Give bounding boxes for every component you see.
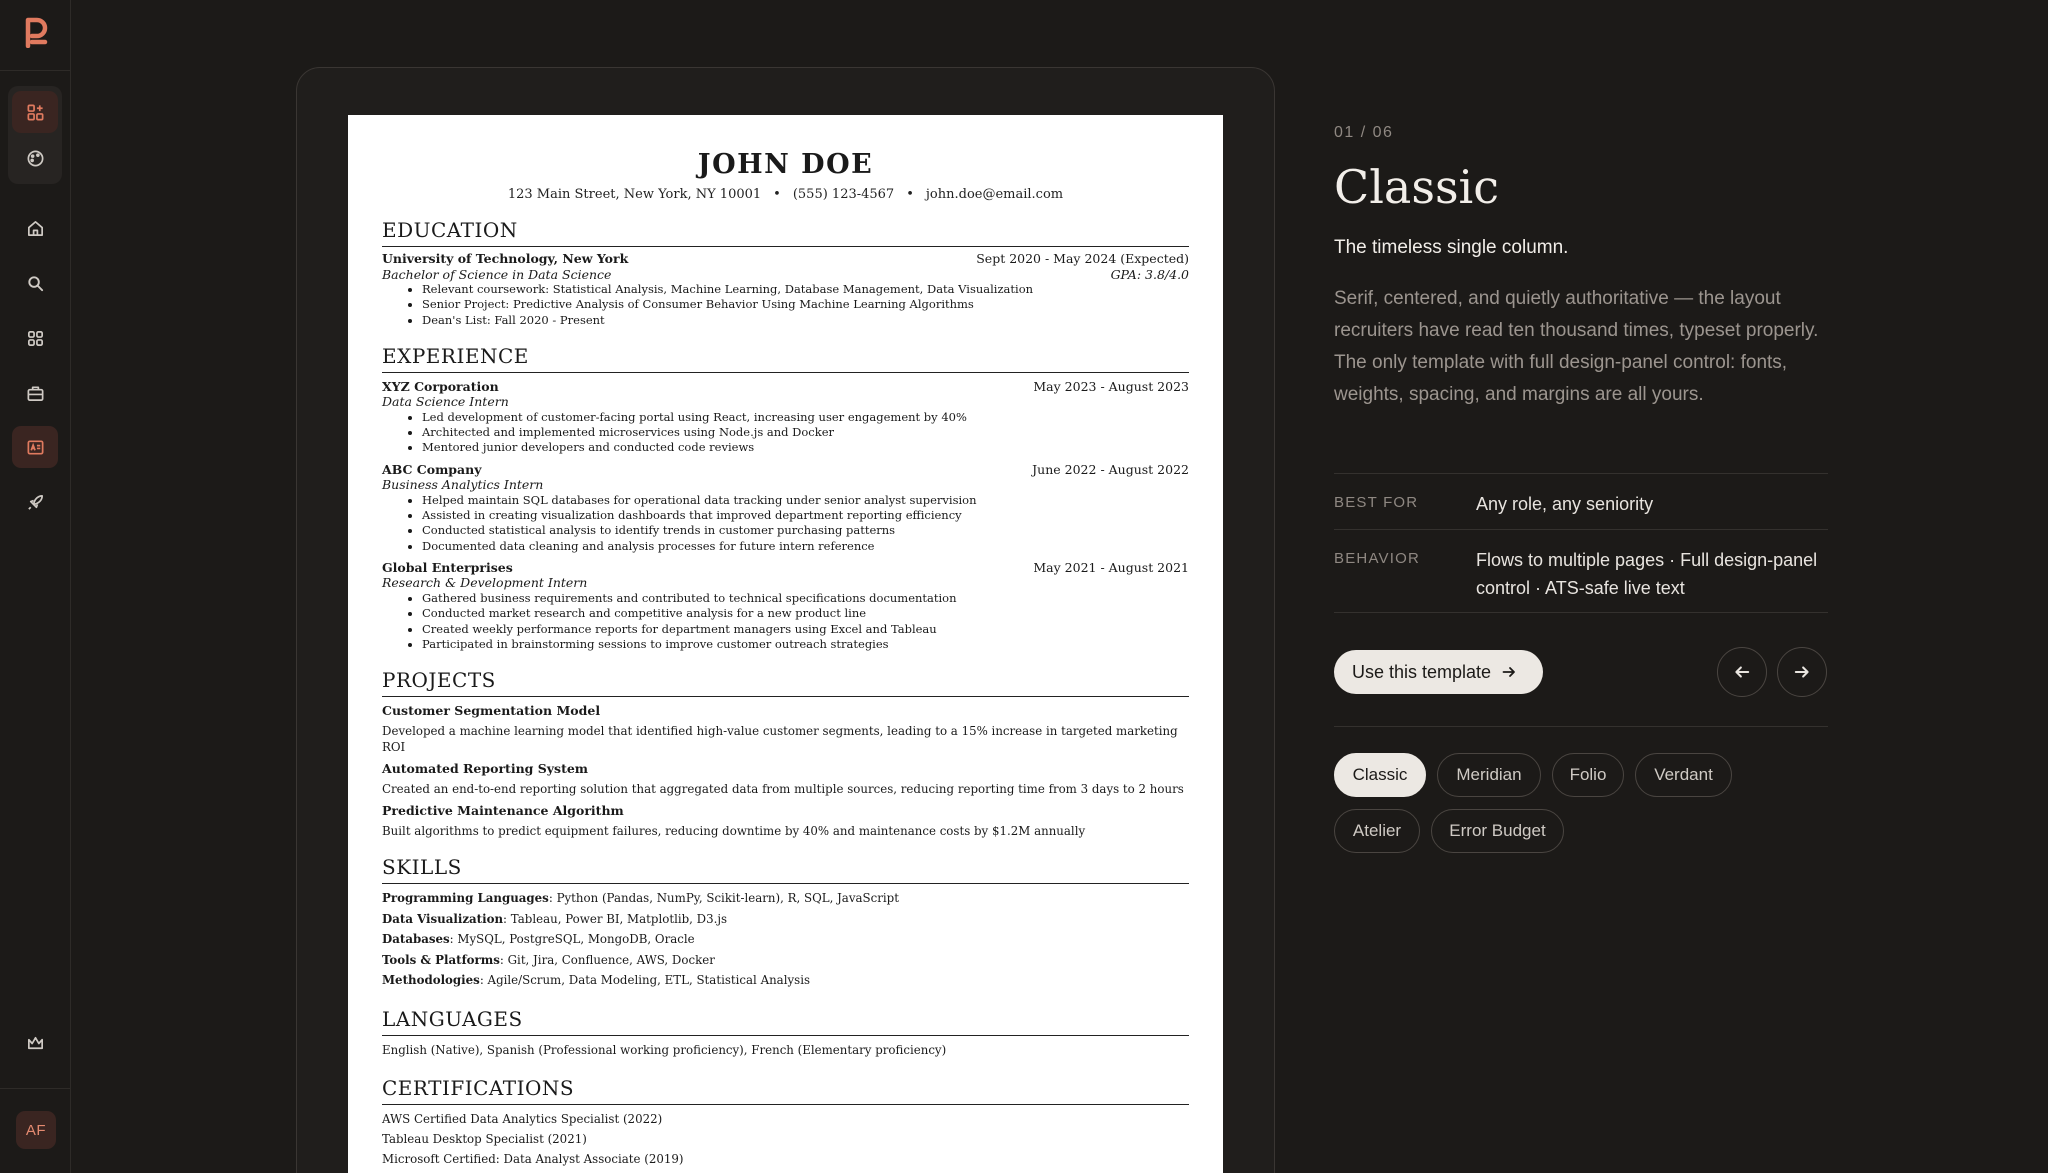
languages-text: English (Native), Spanish (Professional working proficiency), French (Elementary proficiency): [382, 1042, 947, 1057]
arrow-right-icon: [1501, 664, 1517, 680]
template-chip-classic[interactable]: Classic: [1334, 753, 1426, 797]
skill-row: Methodologies: Agile/Scrum, Data Modeling, ETL, Statistical Analysis: [382, 973, 811, 988]
resume-name: JOHN DOE: [697, 149, 874, 180]
template-counter: 01 / 06: [1334, 124, 1394, 141]
resume-address: 123 Main Street, New York, NY 10001: [507, 187, 762, 202]
job-bullets: [382, 591, 1189, 652]
resume-contact: [382, 187, 1189, 202]
list-item: • Relevant coursework: Statistical Analysis, Machine Learning, Database Management, Data Visualization: [422, 282, 1189, 297]
resume-preview: [348, 115, 1223, 1173]
certification-item: AWS Certified Data Analytics Specialist (2022): [382, 1111, 663, 1126]
list-item: • Created weekly performance reports for department managers using Excel and Tableau: [422, 622, 1189, 637]
role: Business Analytics Intern: [382, 477, 544, 493]
projects-section: [382, 669, 1189, 839]
best-for-row: [1334, 473, 1828, 529]
section-title: EDUCATION: [382, 219, 1189, 247]
skill-label: Databases: [382, 932, 450, 947]
gpa: GPA: 3.8/4.0: [1110, 266, 1189, 282]
skill-value: Agile/Scrum, Data Modeling, ETL, Statistical Analysis: [487, 973, 811, 988]
template-chip-atelier[interactable]: Atelier: [1334, 809, 1420, 853]
behavior-label: BEHAVIOR: [1334, 550, 1421, 567]
school-name: University of Technology, New York: [382, 251, 629, 266]
company: XYZ Corporation: [382, 378, 499, 394]
arrow-left-icon: [1733, 663, 1751, 681]
list-item: • Gathered business requirements and contributed to technical specifications documentation: [422, 591, 1189, 606]
job-entry: [382, 379, 1189, 456]
previous-template-button[interactable]: [1717, 647, 1767, 697]
skill-row: Data Visualization: Tableau, Power BI, Matplotlib, D3.js: [382, 911, 728, 926]
section-title: SKILLS: [382, 856, 1189, 884]
role: Research & Development Intern: [382, 575, 588, 591]
job-header: [382, 462, 1189, 478]
skill-row: Databases: MySQL, PostgreSQL, MongoDB, Oracle: [382, 932, 695, 947]
job-dates: May 2023 - August 2023: [1033, 378, 1189, 394]
skills-section: [382, 856, 1189, 991]
list-item: • Conducted market research and competitive analysis for a new product line: [422, 606, 1189, 621]
template-tagline: The timeless single column.: [1334, 237, 1569, 258]
behavior-row: [1334, 529, 1828, 613]
best-for-label: BEST FOR: [1334, 494, 1419, 511]
job-role: [382, 575, 1189, 591]
use-template-label: Use this template: [1352, 661, 1492, 682]
job-dates: June 2022 - August 2022: [1032, 461, 1189, 477]
skill-label: Programming Languages: [382, 891, 549, 906]
list-item: • Senior Project: Predictive Analysis of Consumer Behavior Using Machine Learning Algorithms: [422, 297, 1189, 312]
resume-email: john.doe@email.com: [925, 187, 1064, 202]
company: Global Enterprises: [382, 559, 513, 575]
degree-row: [382, 267, 1189, 283]
list-item: • Conducted statistical analysis to identify trends in customer purchasing patterns: [422, 523, 1189, 538]
best-for-value: Any role, any seniority: [1476, 494, 1654, 514]
job-entry: [382, 462, 1189, 554]
degree: Bachelor of Science in Data Science: [382, 266, 612, 282]
skill-value: Python (Pandas, NumPy, Scikit-learn), R, SQL, JavaScript: [556, 891, 899, 906]
template-chip-error-budget[interactable]: Error Budget: [1431, 809, 1564, 853]
list-item: • Assisted in creating visualization dashboards that improved department reporting efficiency: [422, 508, 1189, 523]
skill-value: MySQL, PostgreSQL, MongoDB, Oracle: [457, 932, 695, 947]
list-item: • Architected and implemented microservices using Node.js and Docker: [422, 425, 1189, 440]
job-header: [382, 560, 1189, 576]
app-logo-icon[interactable]: [14, 14, 58, 50]
job-dates: May 2021 - August 2021: [1033, 559, 1189, 575]
project-title: Automated Reporting System: [382, 761, 589, 777]
skill-row: Programming Languages: Python (Pandas, NumPy, Scikit-learn), R, SQL, JavaScript: [382, 891, 899, 906]
resume-templates-icon[interactable]: [12, 426, 58, 468]
education-row: [382, 251, 1189, 267]
education-bullets: [382, 282, 1189, 328]
section-title: PROJECTS: [382, 669, 1189, 697]
project-title: Customer Segmentation Model: [382, 703, 601, 719]
role: Data Science Intern: [382, 394, 509, 410]
languages-section: [382, 1008, 1189, 1060]
job-entry: [382, 560, 1189, 652]
template-chip-verdant[interactable]: Verdant: [1635, 753, 1732, 797]
project-description: Developed a machine learning model that identified high-value customer segments, leading to a 15% increase in targeted marketing ROI: [382, 724, 1178, 755]
list-item: • Participated in brainstorming sessions to improve customer outreach strategies: [422, 637, 1189, 652]
sidebar: [0, 0, 71, 1173]
skill-row: Tools & Platforms: Git, Jira, Confluence, AWS, Docker: [382, 952, 715, 967]
divider: [0, 1088, 70, 1089]
section-title: LANGUAGES: [382, 1008, 1189, 1036]
template-chip-meridian[interactable]: Meridian: [1437, 753, 1541, 797]
company: ABC Company: [382, 461, 482, 477]
list-item: • Led development of customer-facing portal using React, increasing user engagement by 40%: [422, 410, 1189, 425]
apps-grid-icon[interactable]: [12, 317, 58, 359]
arrow-right-icon: [1793, 663, 1811, 681]
job-role: [382, 394, 1189, 410]
search-icon[interactable]: [12, 262, 58, 304]
education-dates: Sept 2020 - May 2024 (Expected): [976, 251, 1189, 266]
divider: [0, 70, 70, 71]
education-section: [382, 219, 1189, 328]
use-template-button[interactable]: [1334, 650, 1543, 694]
job-bullets: [382, 410, 1189, 456]
project-description: Created an end-to-end reporting solution that aggregated data from multiple sources, reducing reporting time from 3 days to 2 hours: [382, 782, 1184, 797]
list-item: • Dean's List: Fall 2020 - Present: [422, 313, 1189, 328]
crown-icon[interactable]: [12, 1022, 58, 1064]
skill-label: Methodologies: [382, 973, 480, 988]
skill-value: Git, Jira, Confluence, AWS, Docker: [507, 952, 715, 967]
palette-icon[interactable]: [12, 137, 58, 179]
experience-section: [382, 345, 1189, 652]
home-icon[interactable]: [12, 207, 58, 249]
behavior-value: Flows to multiple pages · Full design-panel control · ATS-safe live text: [1476, 550, 1818, 598]
list-item: • Documented data cleaning and analysis processes for future intern reference: [422, 539, 1189, 554]
template-description: Serif, centered, and quietly authoritative — the layout recruiters have read ten thousand times, typeset properly. The only template with full design-panel control: fonts, weights, spacing, and margins are all yours.: [1334, 288, 1819, 405]
section-title: CERTIFICATIONS: [382, 1077, 1189, 1105]
user-avatar[interactable]: AF: [16, 1111, 56, 1149]
template-title: Classic: [1334, 160, 1500, 214]
briefcase-icon[interactable]: [12, 372, 58, 414]
skill-label: Data Visualization: [382, 911, 504, 926]
job-bullets: [382, 493, 1189, 554]
certification-item: Tableau Desktop Specialist (2021): [382, 1131, 587, 1146]
skill-label: Tools & Platforms: [382, 952, 500, 967]
rocket-icon[interactable]: [12, 481, 58, 523]
certifications-section: [382, 1077, 1189, 1169]
template-chip-folio[interactable]: Folio: [1552, 753, 1624, 797]
project-description: Built algorithms to predict equipment failures, reducing downtime by 40% and maintenance costs by $1.2M annually: [382, 824, 1086, 839]
project-title: Predictive Maintenance Algorithm: [382, 803, 624, 819]
section-title: EXPERIENCE: [382, 345, 1189, 373]
list-item: • Mentored junior developers and conducted code reviews: [422, 440, 1189, 455]
list-item: • Helped maintain SQL databases for operational data tracking under senior analyst supervision: [422, 493, 1189, 508]
certification-item: Microsoft Certified: Data Analyst Associate (2019): [382, 1151, 684, 1166]
bullet-dot: •: [906, 187, 914, 202]
dashboard-add-icon[interactable]: [12, 91, 58, 133]
divider: [1334, 726, 1828, 727]
next-template-button[interactable]: [1777, 647, 1827, 697]
job-header: [382, 379, 1189, 395]
skill-value: Tableau, Power BI, Matplotlib, D3.js: [510, 911, 728, 926]
bullet-dot: •: [773, 187, 781, 202]
job-role: [382, 477, 1189, 493]
resume-phone: (555) 123-4567: [792, 187, 895, 202]
